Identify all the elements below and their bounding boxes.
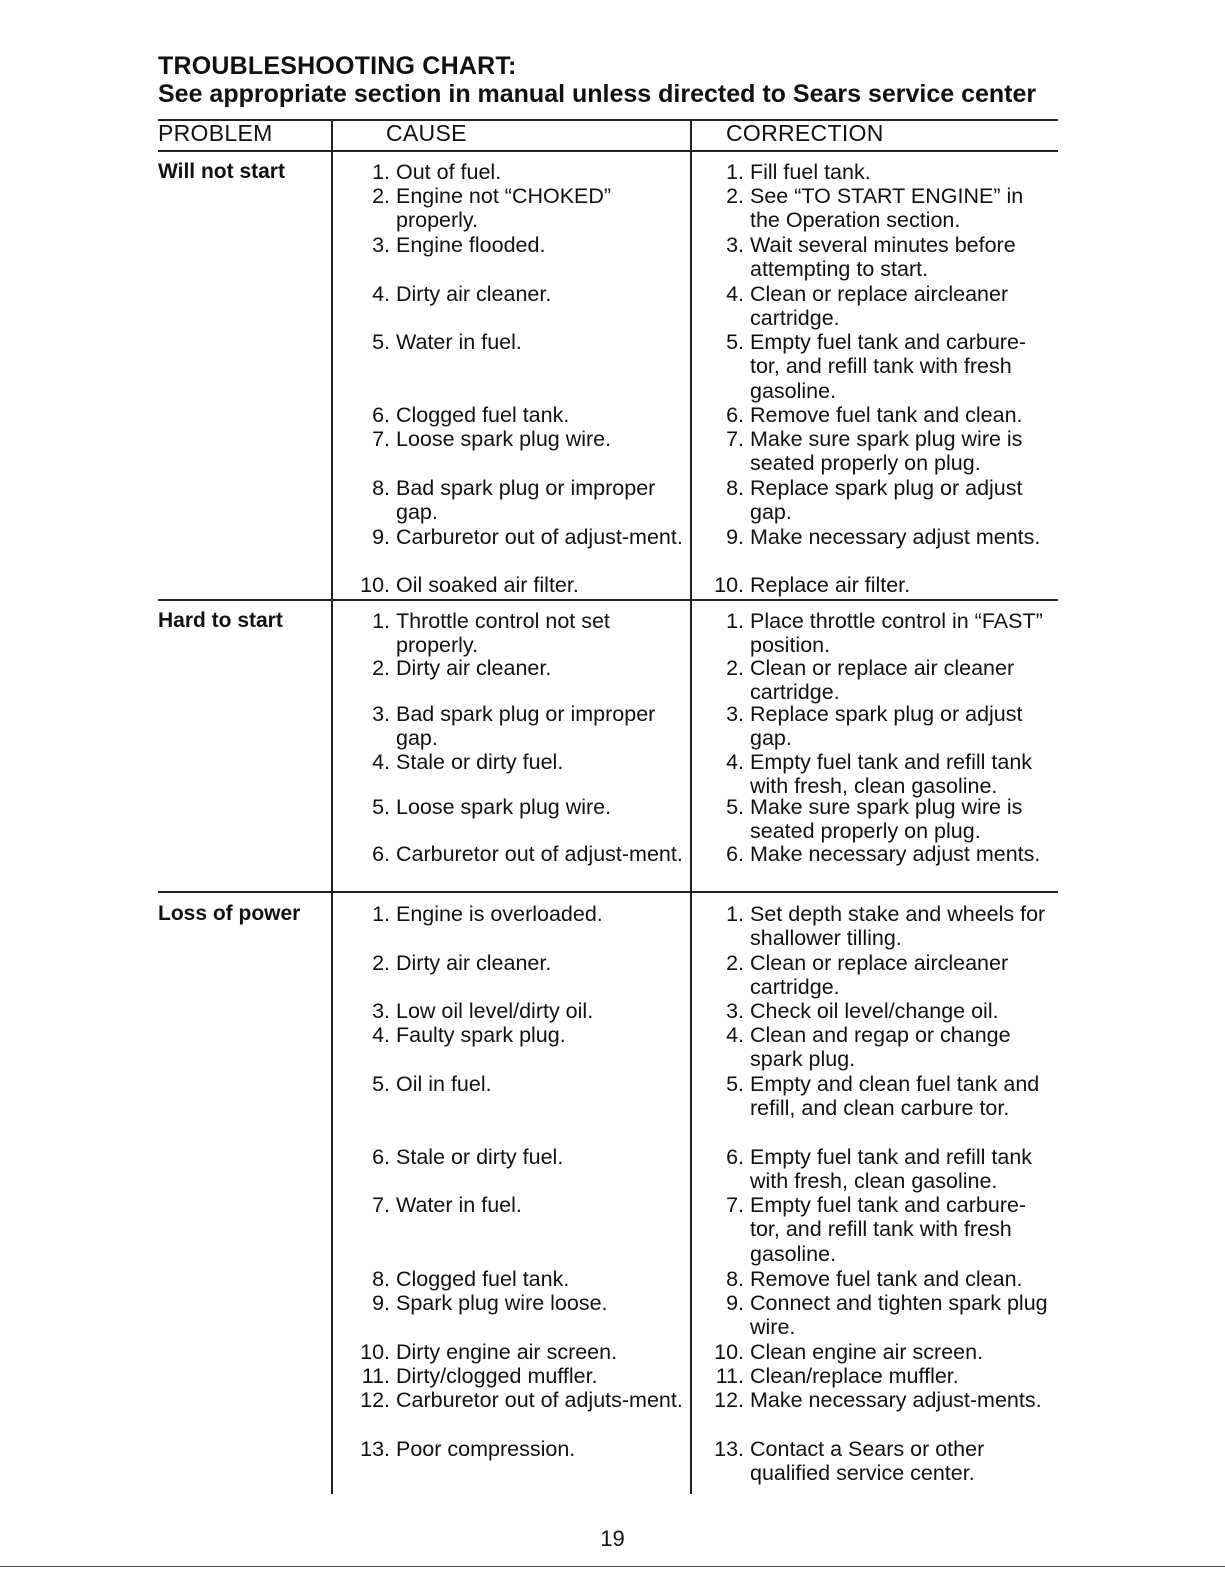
cause-text: Bad spark plug or improper gap.	[396, 702, 656, 751]
item-number: 5.	[372, 795, 390, 819]
correction-item	[726, 1023, 1055, 1072]
correction-text: Clean and regap or change spark plug.	[750, 1023, 1011, 1072]
cause-item	[372, 1291, 686, 1315]
item-number: 3.	[726, 702, 744, 726]
cause-item	[372, 1193, 686, 1217]
correction-item	[714, 1340, 1055, 1364]
page-bottom-rule	[0, 1566, 1225, 1567]
item-number: 10.	[714, 1340, 744, 1364]
item-number: 1.	[726, 160, 744, 184]
item-number: 6.	[372, 842, 390, 866]
correction-item	[726, 951, 1055, 1000]
cause-text: Carburetor out of adjuts-ment.	[396, 1388, 683, 1412]
correction-item	[726, 1145, 1055, 1194]
correction-item	[726, 160, 1055, 184]
correction-item	[726, 282, 1055, 331]
header-correction: CORRECTION	[726, 120, 884, 146]
correction-item	[726, 1291, 1055, 1340]
item-number: 4.	[726, 282, 744, 306]
section-divider	[158, 599, 1058, 601]
correction-item	[726, 902, 1055, 951]
correction-text: Remove fuel tank and clean.	[750, 403, 1023, 427]
item-number: 9.	[372, 1291, 390, 1315]
item-number: 5.	[726, 1072, 744, 1096]
cause-item	[372, 1072, 686, 1096]
item-number: 5.	[726, 330, 744, 354]
item-number: 10.	[714, 573, 744, 597]
correction-text: Empty fuel tank and refill tank with fresh, clean gasoline.	[750, 750, 1033, 799]
item-number: 8.	[372, 476, 390, 500]
item-number: 1.	[372, 902, 390, 926]
item-number: 7.	[726, 1193, 744, 1217]
item-number: 8.	[726, 476, 744, 500]
item-number: 4.	[726, 1023, 744, 1047]
item-number: 7.	[726, 427, 744, 451]
cause-item	[372, 1145, 686, 1169]
cause-item	[372, 609, 686, 658]
cause-item	[372, 330, 686, 354]
cause-text: Carburetor out of adjust-ment.	[396, 842, 683, 866]
correction-item	[715, 1364, 1055, 1388]
item-number: 6.	[372, 403, 390, 427]
item-number: 4.	[372, 1023, 390, 1047]
item-number: 3.	[372, 702, 390, 726]
cause-text: Stale or dirty fuel.	[396, 1145, 564, 1169]
cause-text: Dirty air cleaner.	[396, 951, 552, 975]
cause-item	[372, 842, 686, 866]
cause-text: Clogged fuel tank.	[396, 1267, 570, 1291]
cause-text: Loose spark plug wire.	[396, 795, 612, 819]
correction-text: Contact a Sears or other qualified service center.	[750, 1437, 985, 1486]
item-number: 9.	[726, 1291, 744, 1315]
correction-item	[726, 525, 1055, 549]
cause-item	[372, 233, 686, 257]
correction-text: Set depth stake and wheels for shallower tilling.	[750, 902, 1046, 951]
item-number: 2.	[726, 951, 744, 975]
item-number: 2.	[372, 184, 390, 208]
correction-text: Connect and tighten spark plug wire.	[750, 1291, 1048, 1340]
item-number: 5.	[372, 1072, 390, 1096]
item-number: 6.	[726, 1145, 744, 1169]
cause-item	[372, 750, 686, 774]
cause-text: Dirty air cleaner.	[396, 282, 552, 306]
header-cause: CAUSE	[386, 120, 467, 146]
header-bottom-rule	[158, 150, 1058, 152]
item-number: 4.	[372, 282, 390, 306]
cause-item	[372, 184, 686, 233]
correction-text: Replace spark plug or adjust gap.	[750, 702, 1023, 751]
item-number: 2.	[372, 656, 390, 680]
item-number: 13.	[360, 1437, 390, 1461]
section-divider	[158, 891, 1058, 893]
cause-item	[360, 573, 686, 597]
correction-text: Make sure spark plug wire is seated properly on plug.	[750, 427, 1023, 476]
cause-text: Oil soaked air filter.	[396, 573, 579, 597]
correction-item	[726, 609, 1055, 658]
cause-text: Loose spark plug wire.	[396, 427, 612, 451]
item-number: 3.	[372, 233, 390, 257]
correction-text: Clean or replace air cleaner cartridge.	[750, 656, 1015, 705]
correction-item	[726, 476, 1055, 525]
header-top-rule	[158, 119, 1058, 121]
correction-item	[714, 1437, 1055, 1486]
column-divider-right	[690, 121, 692, 1494]
correction-item	[714, 573, 1055, 597]
cause-text: Engine not “CHOKED” properly.	[396, 184, 612, 233]
correction-text: Make necessary adjust ments.	[750, 842, 1041, 866]
cause-item	[372, 795, 686, 819]
correction-text: Make necessary adjust ments.	[750, 525, 1041, 549]
correction-item	[726, 750, 1055, 799]
cause-text: Throttle control not set properly.	[396, 609, 610, 658]
item-number: 12.	[360, 1388, 390, 1412]
cause-text: Engine flooded.	[396, 233, 546, 257]
correction-item	[726, 330, 1055, 403]
item-number: 12.	[714, 1388, 744, 1412]
cause-item	[372, 999, 686, 1023]
cause-item	[372, 902, 686, 926]
correction-item	[726, 795, 1055, 844]
correction-item	[726, 702, 1055, 751]
problem-label: Hard to start	[158, 609, 283, 632]
item-number: 9.	[726, 525, 744, 549]
cause-item	[372, 1267, 686, 1291]
cause-item	[372, 427, 686, 451]
cause-text: Spark plug wire loose.	[396, 1291, 608, 1315]
correction-text: Make necessary adjust-ments.	[750, 1388, 1042, 1412]
item-number: 3.	[726, 999, 744, 1023]
cause-text: Low oil level/dirty oil.	[396, 999, 594, 1023]
item-number: 3.	[726, 233, 744, 257]
correction-text: Empty fuel tank and refill tank with fresh, clean gasoline.	[750, 1145, 1033, 1194]
correction-text: Make sure spark plug wire is seated properly on plug.	[750, 795, 1023, 844]
cause-item	[361, 1364, 686, 1388]
cause-text: Oil in fuel.	[396, 1072, 492, 1096]
header-problem: PROBLEM	[158, 120, 273, 146]
cause-item	[372, 525, 686, 549]
correction-item	[726, 1193, 1055, 1266]
correction-text: Clean/replace muffler.	[750, 1364, 959, 1388]
column-divider-left	[331, 121, 333, 1494]
correction-text: Remove fuel tank and clean.	[750, 1267, 1023, 1291]
correction-text: Replace spark plug or adjust gap.	[750, 476, 1023, 525]
item-number: 6.	[372, 1145, 390, 1169]
item-number: 8.	[726, 1267, 744, 1291]
cause-text: Water in fuel.	[396, 1193, 522, 1217]
item-number: 8.	[372, 1267, 390, 1291]
page-number: 19	[600, 1526, 625, 1551]
correction-item	[726, 403, 1055, 427]
item-number: 13.	[714, 1437, 744, 1461]
item-number: 7.	[372, 427, 390, 451]
cause-text: Faulty spark plug.	[396, 1023, 566, 1047]
correction-item	[726, 999, 1055, 1023]
item-number: 2.	[372, 951, 390, 975]
item-number: 9.	[372, 525, 390, 549]
item-number: 5.	[726, 795, 744, 819]
correction-text: Wait several minutes before attempting to start.	[750, 233, 1016, 282]
cause-item	[372, 476, 686, 525]
correction-text: Empty fuel tank and carbure-tor, and refill tank with fresh gasoline.	[750, 1193, 1027, 1266]
cause-item	[372, 702, 686, 751]
cause-item	[360, 1437, 686, 1461]
item-number: 7.	[372, 1193, 390, 1217]
correction-item	[714, 1388, 1055, 1412]
cause-item	[372, 656, 686, 680]
cause-text: Carburetor out of adjust-ment.	[396, 525, 683, 549]
correction-text: Place throttle control in “FAST” position.	[750, 609, 1043, 658]
correction-text: Replace air filter.	[750, 573, 911, 597]
item-number: 4.	[372, 750, 390, 774]
item-number: 11.	[361, 1364, 390, 1388]
correction-item	[726, 427, 1055, 476]
cause-item	[360, 1340, 686, 1364]
cause-item	[360, 1388, 686, 1412]
item-number: 1.	[726, 609, 744, 633]
page-subtitle: See appropriate section in manual unless directed to Sears service center	[158, 80, 1037, 108]
correction-text: Empty and clean fuel tank and refill, and clean carbure tor.	[750, 1072, 1040, 1121]
item-number: 5.	[372, 330, 390, 354]
correction-text: See “TO START ENGINE” in the Operation section.	[750, 184, 1024, 233]
correction-text: Empty fuel tank and carbure-tor, and refill tank with fresh gasoline.	[750, 330, 1027, 403]
problem-label: Loss of power	[158, 902, 301, 925]
item-number: 3.	[372, 999, 390, 1023]
item-number: 1.	[372, 609, 390, 633]
cause-text: Dirty engine air screen.	[396, 1340, 618, 1364]
cause-item	[372, 1023, 686, 1047]
cause-text: Engine is overloaded.	[396, 902, 603, 926]
cause-item	[372, 160, 686, 184]
item-number: 6.	[726, 403, 744, 427]
problem-label: Will not start	[158, 160, 285, 183]
item-number: 1.	[726, 902, 744, 926]
cause-text: Dirty air cleaner.	[396, 656, 552, 680]
item-number: 2.	[726, 656, 744, 680]
cause-text: Bad spark plug or improper gap.	[396, 476, 656, 525]
item-number: 10.	[360, 1340, 390, 1364]
item-number: 4.	[726, 750, 744, 774]
item-number: 11.	[715, 1364, 744, 1388]
item-number: 2.	[726, 184, 744, 208]
item-number: 6.	[726, 842, 744, 866]
correction-text: Check oil level/change oil.	[750, 999, 999, 1023]
correction-text: Clean or replace aircleaner cartridge.	[750, 951, 1009, 1000]
cause-text: Stale or dirty fuel.	[396, 750, 564, 774]
correction-item	[726, 233, 1055, 282]
cause-text: Out of fuel.	[396, 160, 502, 184]
cause-item	[372, 282, 686, 306]
cause-text: Poor compression.	[396, 1437, 576, 1461]
cause-item	[372, 403, 686, 427]
item-number: 1.	[372, 160, 390, 184]
correction-item	[726, 184, 1055, 233]
correction-text: Clean engine air screen.	[750, 1340, 984, 1364]
correction-item	[726, 1072, 1055, 1121]
correction-item	[726, 656, 1055, 705]
cause-text: Clogged fuel tank.	[396, 403, 570, 427]
cause-text: Water in fuel.	[396, 330, 522, 354]
cause-item	[372, 951, 686, 975]
cause-text: Dirty/clogged muffler.	[396, 1364, 598, 1388]
item-number: 10.	[360, 573, 390, 597]
correction-item	[726, 842, 1055, 866]
correction-text: Fill fuel tank.	[750, 160, 871, 184]
correction-item	[726, 1267, 1055, 1291]
page-title: TROUBLESHOOTING CHART:	[158, 52, 517, 80]
correction-text: Clean or replace aircleaner cartridge.	[750, 282, 1009, 331]
